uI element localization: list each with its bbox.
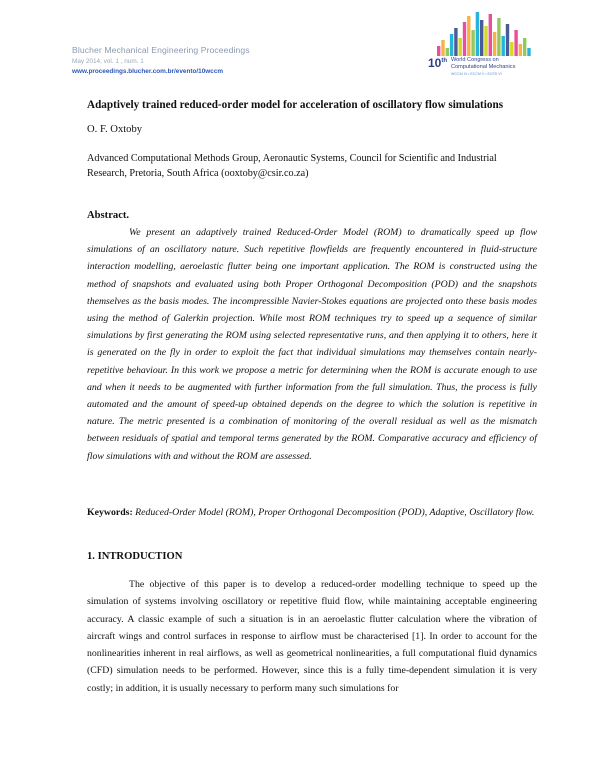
journal-name: Blucher Mechanical Engineering Proceedings [72,45,250,55]
logo-line-2: Computational Mechanics [451,64,516,70]
logo-bar [497,18,500,56]
logo-bar [514,30,517,56]
logo-bar [510,42,513,56]
logo-bar [446,48,449,56]
logo-number: 10th [428,56,448,70]
logo-bar [523,38,526,56]
logo-bar [471,30,474,56]
logo-bar [493,32,496,56]
affiliation: Advanced Computational Methods Group, Aeronautic Systems, Council for Scientific and Industrial Research, Pretoria, South Africa (ooxtoby@csir.co.za) [87,153,497,179]
logo-bar [480,20,483,56]
logo-bar [527,48,530,56]
keywords-text: Reduced-Order Model (ROM), Proper Orthogonal Decomposition (POD), Adaptive, Oscillatory flow. [135,507,535,518]
journal-header [72,45,250,75]
logo-bar [506,24,509,56]
introduction-text: The objective of this paper is to develop a reduced-order modelling technique to speed up the simulation of systems involving oscillatory or repetitive fluid flow, while maintaining acceptable engineering accuracy. A classic example of such a situation is in an aeroelastic flutter calculation where the vibration of aircraft wings and control surfaces in response to airflow must be characterised [1]. In order to account for the nonlinearities inherent in real airflows, as well as geometrical nonlinearities, a full computational fluid dynamics (CFD) simulation needs to be performed. However, since this is a fully time-dependent simulation it is very costly; in addition, it is usually necessary to perform many such simulations for [87,579,537,694]
logo-bar [489,14,492,56]
logo-bar [441,40,444,56]
logo-bar [467,16,470,56]
logo-bar [454,28,457,56]
logo-line-1: World Congress on [451,57,499,63]
congress-logo [425,10,533,82]
proceedings-link[interactable]: www.proceedings.blucher.com.br/evento/10wccm [72,68,224,75]
logo-subline: WCCM XI • ECCM V • ECFD VI [451,72,502,76]
logo-bar [502,36,505,56]
logo-bar [437,46,440,56]
section-heading-introduction: 1. INTRODUCTION [87,551,183,562]
abstract-heading: Abstract. [87,210,130,221]
logo-ordinal: th [441,58,448,64]
paper-title: Adaptively trained reduced-order model for acceleration of oscillatory flow simulations [87,99,504,111]
logo-bar [459,38,462,56]
logo-skyline-graphic [425,10,533,56]
author-name: O. F. Oxtoby [87,124,143,135]
keywords [87,504,537,521]
logo-bar [450,34,453,56]
logo-bar [476,12,479,56]
logo-bar [463,22,466,56]
issue-info: May 2014, vol. 1 , num. 1 [72,58,144,65]
abstract-text: We present an adaptively trained Reduced-Order Model (ROM) to dramatically speed up flow simulations of an oscillatory nature. Such repetitive flowfields are frequently encountered in fluid-structure interaction modelling, aeroelastic flutter being one important application. The ROM is constructed using the method of snapshots and evaluated using both Proper Orthogonal Decomposition (POD) and the snapshots themselves as the basis modes. The incompressible Navier-Stokes equations are projected onto these basis modes using the method of Galerkin projection. While most ROM techniques try to speed up a sequence of similar simulations by first generating the ROM using selected representative runs, and then applying it to others, here it is generated on the fly in order to exploit the fact that individual simulations may themselves contain nearly-repetitive behaviour. In this work we propose a metric for determining when the ROM is accurate enough to use and when it needs to be augmented with further information from the full simulation. Thus, the process is fully automated and the amount of speed-up obtained depends on the degree to which the solution is repetitive in nature. The metric presented is a combination of monitoring of the overall residual as well as the mismatch between residuals of spatial and temporal terms generated by the ROM. Comparative accuracy and efficiency of flow simulations with and without the ROM are assessed. [87,227,537,462]
keywords-label: Keywords: [87,507,133,518]
logo-bar [484,26,487,56]
logo-bar [519,44,522,56]
